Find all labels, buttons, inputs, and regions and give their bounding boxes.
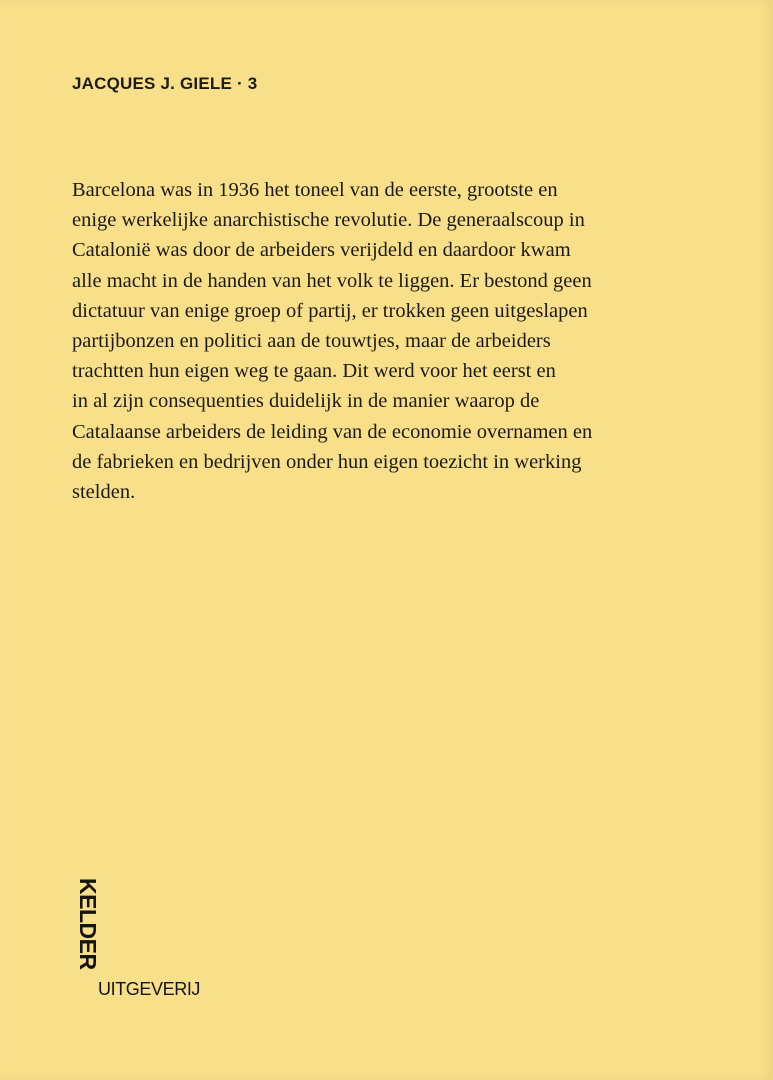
publisher-logo [76, 878, 236, 998]
publisher-logo-horizontal: UITGEVERIJ [98, 979, 201, 999]
series-title: JACQUES J. GIELE · 3 [72, 74, 258, 93]
blurb-text: Barcelona was in 1936 het toneel van de eerste, grootste en enige werkelijke anarchistische revolutie. De generaalscoup in Catalonië was door de arbeiders verijdeld en daardoor kwam alle macht in de handen van het volk te liggen. Er bestond geen dictatuur van enige groep of partij, er trokken geen uitgeslapen partijbonzen en politici aan de touwtjes, maar de arbeiders trachtten hun eigen weg te gaan. Dit werd voor het eerst en in al zijn consequenties duidelijk in de manier waarop de Catalaanse arbeiders de leiding van de economie overnamen en de fabrieken en bedrijven onder hun eigen toezicht in werking stelden. [72, 179, 593, 504]
publisher-logo-vertical: KELDER [75, 878, 101, 970]
